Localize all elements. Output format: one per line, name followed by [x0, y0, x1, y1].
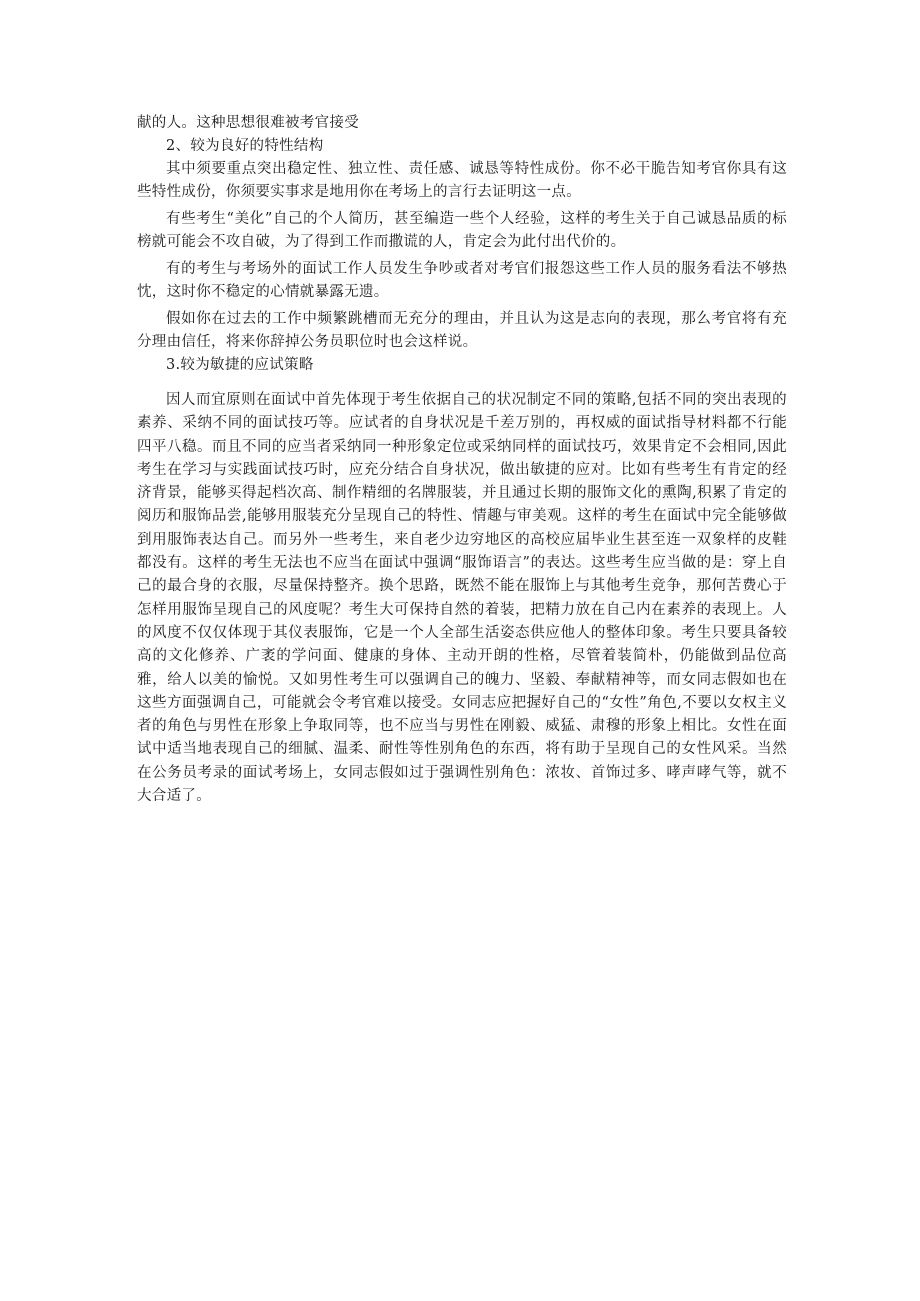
section-heading-3: 3.较为敏捷的应试策略 [166, 357, 314, 373]
paragraph-quarrel: 有的考生与考场外的面试工作人员发生争吵或者对考官们报怨这些工作人员的服务看法不够热忱，这时你不稳定的心情就暴露无遗。 [137, 261, 787, 300]
document-body [137, 112, 787, 808]
paragraph-job-hopping: 假如你在过去的工作中频繁跳槽而无充分的理由，并且认为这是志向的表现，那么考官将有充分理由信任，将来你辞掉公务员职位时也会这样说。 [137, 311, 787, 350]
paragraph-strategy: 因人而宜原则在面试中首先体现于考生依据自己的状况制定不同的策略,包括不同的突出表现的素养、采纳不同的面试技巧等。应试者的自身状况是千差万别的，再权威的面试指导材料都不行能四平八稳。而且不同的应当者采纳同一种形象定位或采纳同样的面试技巧，效果肯定不会相同,因此考生在学习与实践面试技巧时，应充分结合自身状况，做出敏捷的应对。比如有些考生有肯定的经济背景，能够买得起档次高、制作精细的名牌服装，并且通过长期的服饰文化的熏陶,积累了肯定的阅历和服饰品尝,能够用服装充分呈现自己的特性、情趣与审美观。这样的考生在面试中完全能够做到用服饰表达自己。而另外一些考生，来自老少边穷地区的高校应届毕业生甚至连一双象样的皮鞋都没有。这样的考生无法也不应当在面试中强调“服饰语言”的表达。这些考生应当做的是：穿上自己的最合身的衣服，尽量保持整齐。换个思路，既然不能在服饰上与其他考生竞争，那何苦费心于怎样用服饰呈现自己的风度呢？考生大可保持自然的着装，把精力放在自己内在素养的表现上。人的风度不仅仅体现于其仪表服饰，它是一个人全部生活姿态供应他人的整体印象。考生只要具备较高的文化修养、广袤的学问面、健康的身体、主动开朗的性格，尽管着装简朴，仍能做到品位高雅，给人以美的愉悦。又如男性考生可以强调自己的魄力、坚毅、奉献精神等，而女同志假如也在这些方面强调自己，可能就会令考官难以接受。女同志应把握好自己的“女性”角色,不要以女权主义者的角色与男性在形象上争取同等，也不应当与男性在刚毅、威猛、肃穆的形象上相比。女性在面试中适当地表现自己的细腻、温柔、耐性等性别角色的东西，将有助于呈现自己的女性风采。当然在公务员考录的面试考场上，女同志假如过于强调性别角色：浓妆、首饰过多、哮声哮气等，就不大合适了。 [137, 392, 787, 805]
continued-paragraph-line: 献的人。这种思想很难被考官接受 [137, 115, 359, 131]
section-heading-2: 2、较为良好的特性结构 [166, 138, 324, 154]
paragraph-traits: 其中须要重点突出稳定性、独立性、责任感、诚恳等特性成份。你不必干脆告知考官你具有这些特性成份，你须要实事求是地用你在考场上的言行去证明这一点。 [137, 161, 787, 200]
paragraph-resume: 有些考生“美化”自己的个人简历，甚至编造一些个人经验，这样的考生关于自己诚恳品质的标榜就可能会不攻自破，为了得到工作而撒谎的人，肯定会为此付出代价的。 [137, 211, 787, 250]
